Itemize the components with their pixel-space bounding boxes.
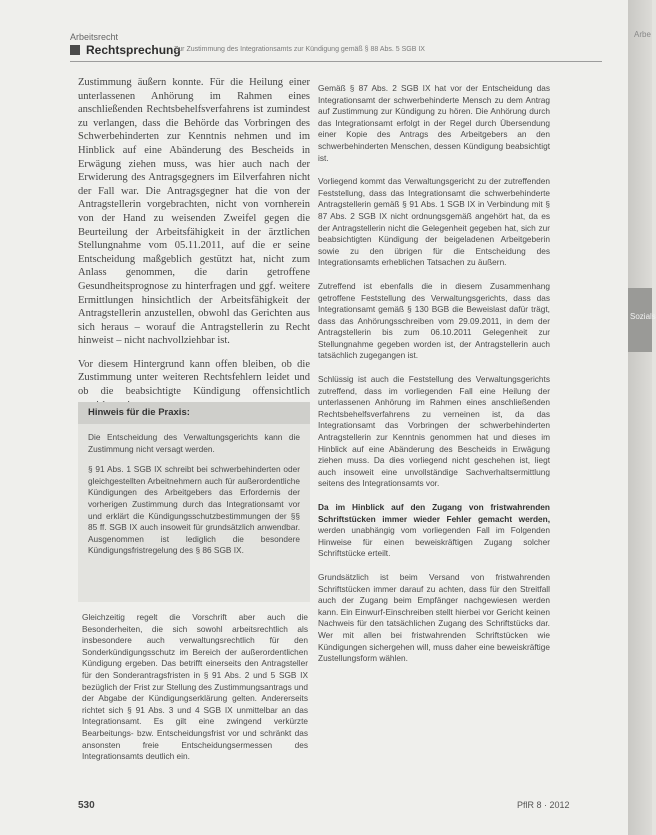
header-title: Rechtsprechung [86,43,181,57]
header-marker [70,45,80,55]
practice-hint-paragraph-2: § 91 Abs. 1 SGB IX schreibt bei schwerbehinderten oder gleichgestellten Arbeitnehmern auch für außerordentliche Kündigungen des Arbeitgebers das Erfordernis der vorherigen Zustimmung durch das Integrationsamt vor und erklärt die Kündigungsschutzbestimmungen der §§ 85 ff. SGB IX auch insoweit für grundsätzlich anwendbar. Ausgenommen ist lediglich die besondere Kündigungsfristregelung des § 86 SGB IX. [88,464,300,556]
practice-hint-paragraph-1: Die Entscheidung des Verwaltungsgerichts kann die Zustimmung nicht versagt werden. [88,432,300,454]
practice-hint-heading: Hinweis für die Praxis: [78,402,310,424]
practice-hint-box [78,402,310,602]
left-paragraph-2: Vor diesem Hintergrund kann offen bleiben, ob die Zustimmung unter weiteren Rechtsfehlern leidet und ob die beabsichtigte Kündigung offensichtlich [78,358,310,398]
right-paragraph-3: Zutreffend ist ebenfalls die in diesem Zusammenhang getroffene Feststellung des Verwaltungsgerichts, dass das Integrationsamt gemäß § 130 BGB die Beweislast dafür trägt, dass das Anhörungsschreiben vom 29.09.2011, in dem der Antragstellerin bis zum 06.10.2011 Gelegenheit zur Stellungnahme gegeben worden ist, der Antragstellerin auch tatsächlich zugegangen ist. [318,280,550,361]
right-column [318,83,550,677]
thumb-index-tab [628,288,656,352]
issue-label: PflR 8 · 2012 [517,800,570,810]
right-paragraph-5-bold: Da im Hinblick auf den Zugang von fristwahrenden Schriftstücken immer wieder Fehler gemacht werden, [318,502,550,524]
left-column-lower-paragraph: Gleichzeitig regelt die Vorschrift aber auch die Besonderheiten, die sich sowohl arbeitsrechtlich als insbesondere auch verwaltungsrechtlich für den Sonderkündigungsschutz im Bereich der außerordentlichen Kündigung ergeben. Das betrifft einerseits den Antragsteller für den Sonderantragsfristen in § 91 Abs. 2 und 5 SGB IX bezüglich der Frist zur Stellung des Zustimmungsantrags und der Abgabe der Kündigungserklärung gelten. Andererseits richtet sich § 91 Abs. 3 und 4 SGB IX unmittelbar an das Integrationsamt. Es gilt eine zwingend verkürzte Bearbeitungs- bzw. Entscheidungsfrist vor und schränkt das ansonsten freie Entscheidungsermessen des Integrationsamts deutlich ein. [82,612,308,762]
right-paragraph-4: Schlüssig ist auch die Feststellung des Verwaltungsgerichts zutreffend, dass im vorliegenden Fall eine Heilung der unterlassenen Anhörung im Rahmen eines anschließenden Rechtsbehelfsverfahrens zu verneinen ist, da das Integrationsamt das Vorbringen der schwerbehinderten Antragstellerin zur Kenntnis genommen hat und dieses im Hinblick auf eine Abänderung des Bescheids in Erwägung ziehen muss. Da dies vorliegend nicht geschehen ist, liegt auch insoweit eine unvollständige Sachverhaltsermittlung seitens des Integrationsamts vor. [318,374,550,489]
right-paragraph-5-rest: werden unabhängig vom vorliegenden Fall im Folgenden Hinweise für einen beweiskräftigen Zugang solcher Schriftstücke erteilt. [318,525,550,559]
page-number: 530 [78,800,95,811]
section-label: Arbeitsrecht [70,32,119,42]
right-paragraph-2: Vorliegend kommt das Verwaltungsgericht zu der zutreffenden Feststellung, dass das Integrationsamt die schwerbehinderte Antragstellerin gemäß § 91 Abs. 1 SGB IX in Verbindung mit § 87 Abs. 2 SGB IX nicht ordnungsgemäß angehört hat, da es der Antragstellerin nicht die Gelegenheit gegeben hat, sich zur beabsichtigten Kündigung der beigeladenen Arbeitgeberin sowie zu den übrigen für die Entscheidung des Integrationsamts erheblichen Tatsachen zu äußern. [318,176,550,268]
adjacent-page-edge [628,0,656,835]
right-paragraph-1: Gemäß § 87 Abs. 2 SGB IX hat vor der Entscheidung das Integrationsamt der schwerbehinderte Mensch zu dem Antrag auf Zustimmung zur Kündigung zu hören. Die Anhörung durch das Integrationsamt erfolgt in der Regel durch Übersendung einer Kopie des Antrags des Arbeitgebers an den schwerbehinderten Menschen, dessen Kündigung beabsichtigt ist. [318,83,550,163]
header-rule [70,61,602,62]
header-subtitle: Zur Zustimmung des Integrationsamts zur Kündigung gemäß § 88 Abs. 5 SGB IX [174,46,425,53]
left-column [78,76,310,422]
running-header [70,44,590,58]
practice-hint-body [78,424,310,574]
right-paragraph-6: Grundsätzlich ist beim Versand von fristwahrenden Schriftstücken immer darauf zu achten, dass für den Streitfall auch der Zugang beim Empfänger nachgewiesen werden kann. Ein Einwurf-Einschreiben stellt hierbei vor Gericht keinen Nachweis für den tatsächlichen Zugang des Schriftstücks dar. Wer mit allen bei fristwahrenden Schriftstücken wie Kündigungen sichergehen will, muss daher eine beweiskräftige Zustellungsform wählen. [318,571,550,664]
adjacent-page-label: Arbe [634,30,651,39]
right-paragraph-5 [318,502,550,560]
left-paragraph-1: Zustimmung äußern konnte. Für die Heilung einer unterlassenen Anhörung im Rahmen eines anschließenden Rechtsbehelfsverfahrens ist zumindest zu verlangen, dass die Behörde das Vorbringen des Schwerbehinderten zur Kenntnis nehmen und im Hinblick auf eine Abänderung des Bescheids in Erwägung ziehen muss, was hier auch nach der Erwiderung des Antragsgegners im Eilverfahren nicht der Fall war. Die Antragsgegner hat die von der Antragstellerin vorgebrachten, nicht von vornherein von der Hand zu weisenden Zweifel gegen die Beurteilung der Arbeitsfähigkeit in der ärztlichen Stellungnahme vom 05.11.2011, auf die er seine Entscheidung maßgeblich gestützt hat, nicht zum Anlass genommen, die darin getroffene Gesundheitsprognose zu hinterfragen und ggf. weitere Ermittlungen hinsichtlich der Arbeitsfähigkeit der Antragstellerin anzustellen, obwohl das Gerichten aus sich heraus – worauf die Antragstellerin zu Recht hinweist – nicht nachvollziehbar ist. [78,77,310,347]
thumb-index-label: Sozials [630,312,656,321]
